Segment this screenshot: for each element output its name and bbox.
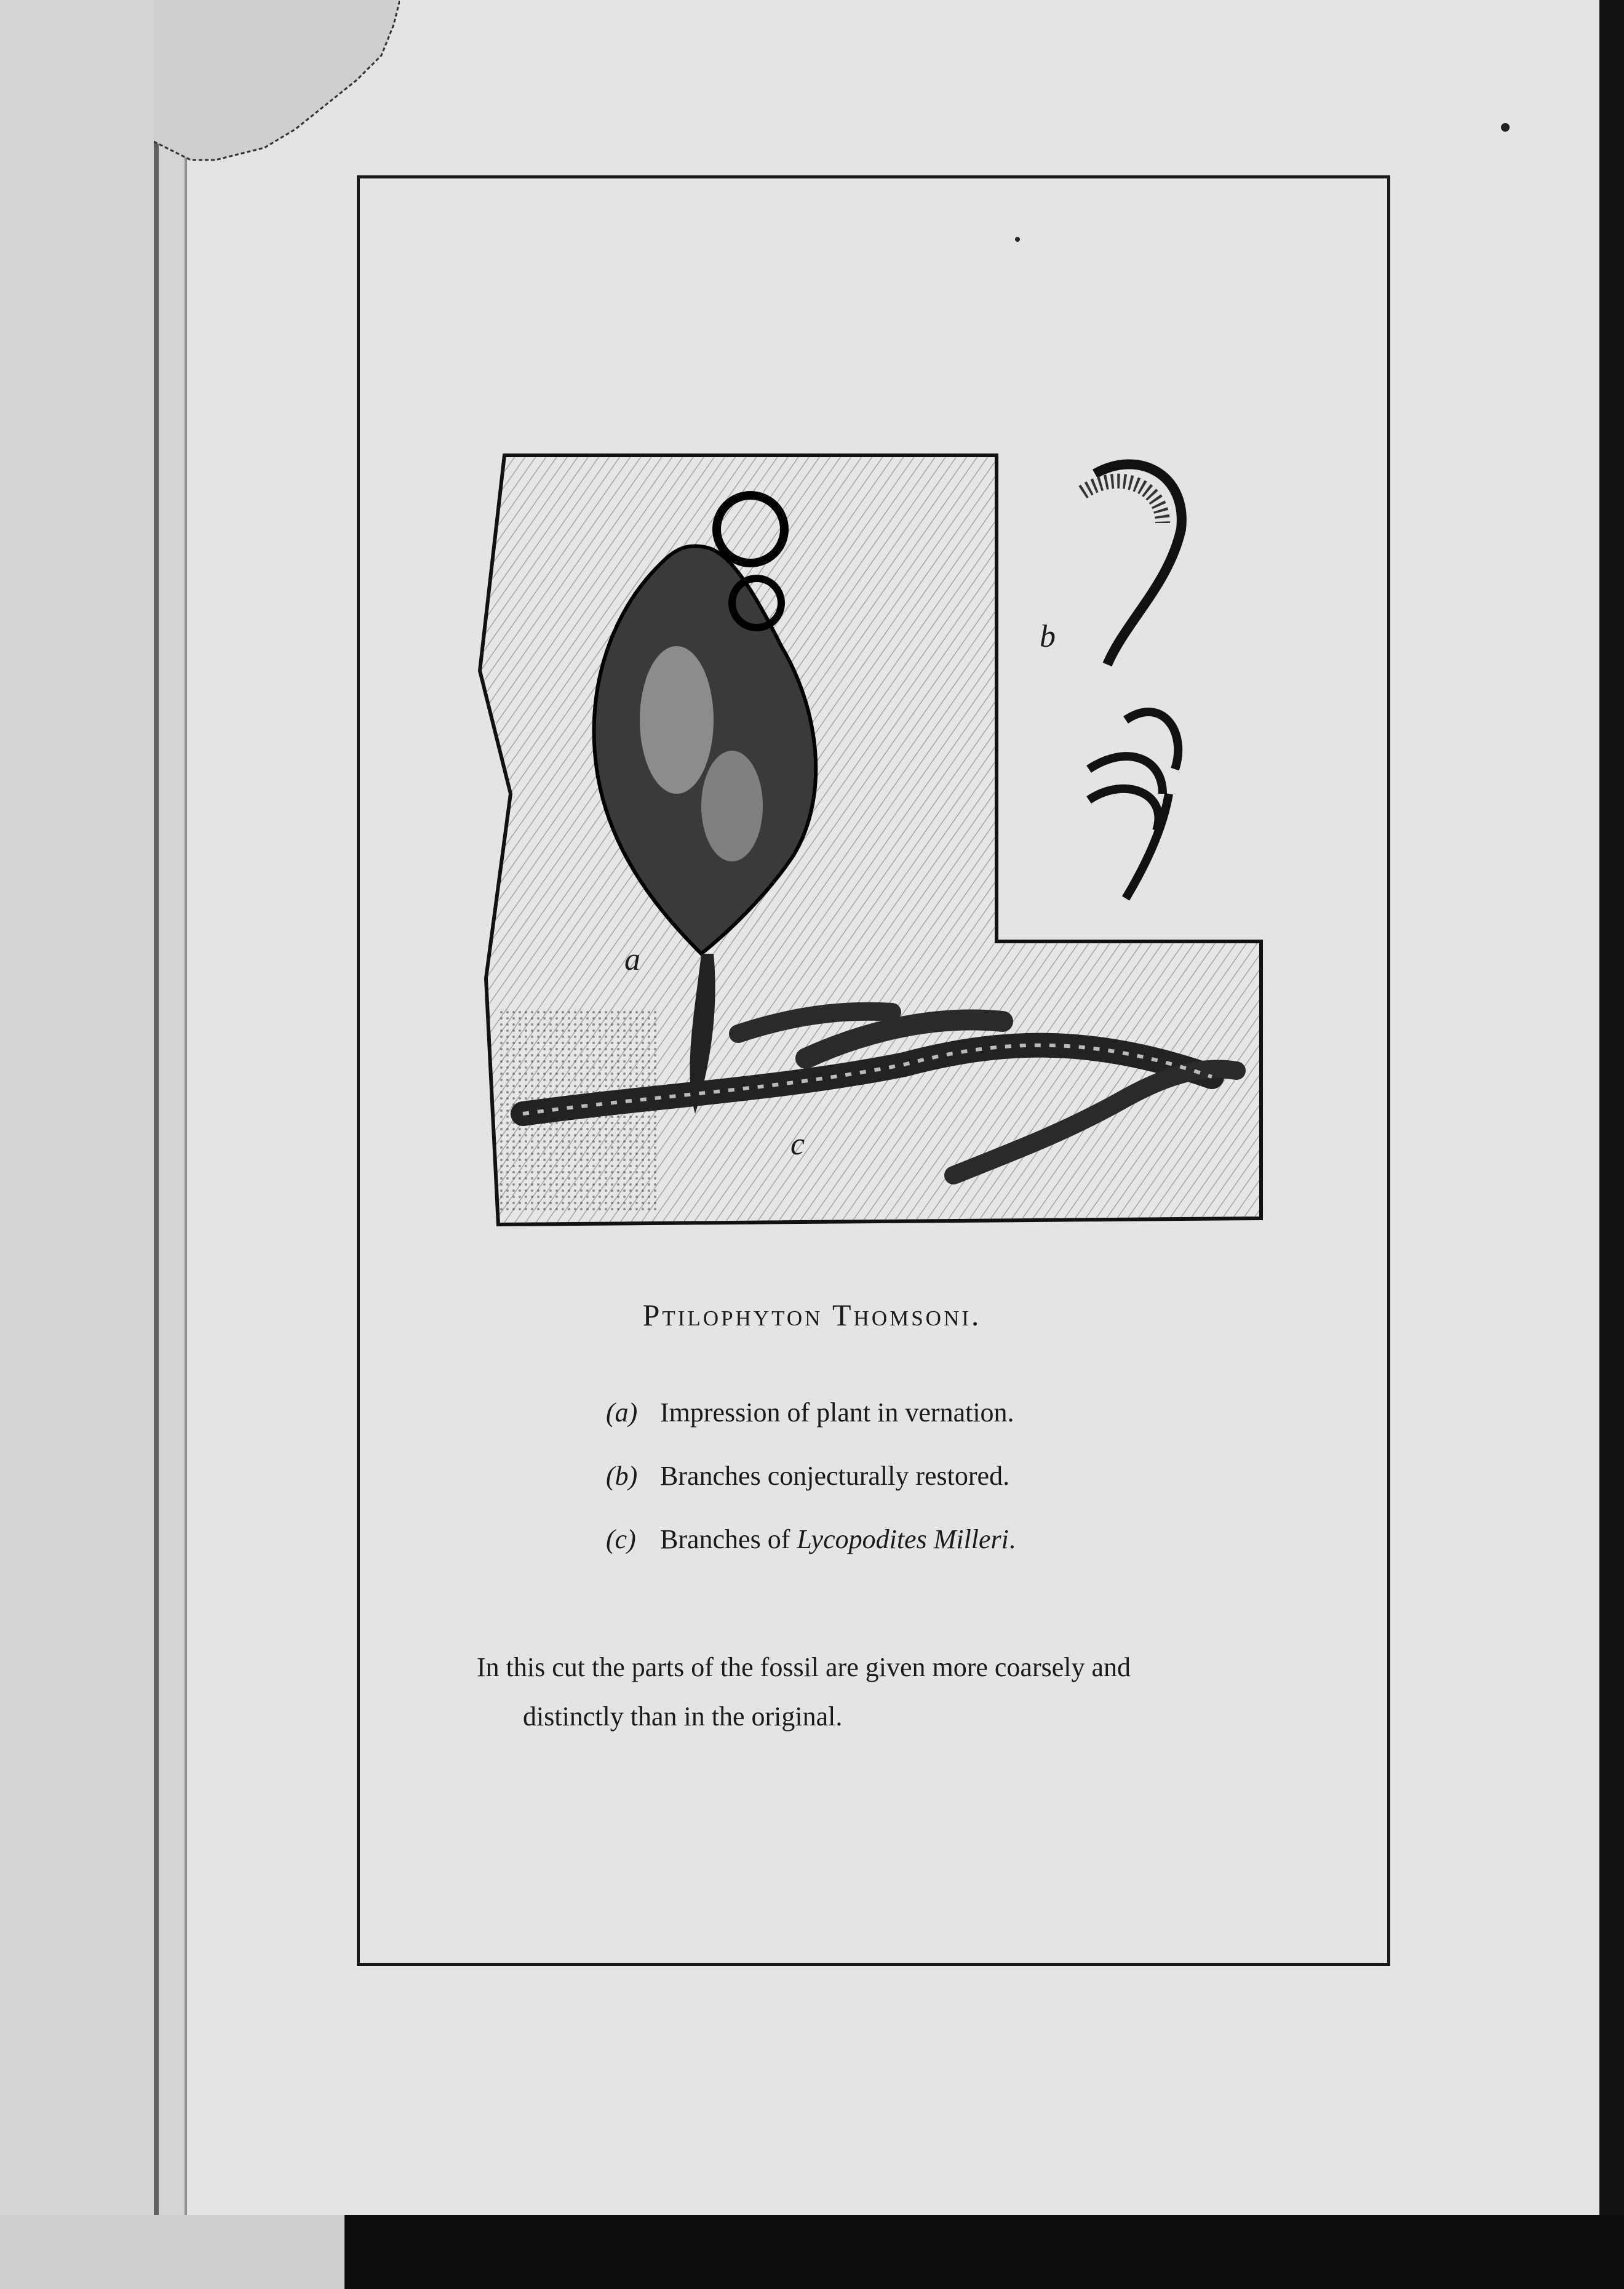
engraving-note (477, 1643, 1307, 1741)
plate-title: Ptilophyton Thomsoni. (642, 1298, 982, 1332)
caption-text (660, 1524, 1016, 1555)
caption-list (606, 1397, 1221, 1587)
caption-c (606, 1524, 1221, 1555)
caption-key: (c) (606, 1524, 636, 1554)
caption-text-before: Branches of (660, 1524, 790, 1554)
caption-key: (a) (606, 1397, 638, 1428)
caption-a (606, 1397, 1221, 1428)
caption-key: (b) (606, 1461, 638, 1491)
note-line-1: In this cut the parts of the fossil are given more coarsely and (477, 1652, 1131, 1682)
caption-species-name: Lycopodites Milleri (797, 1524, 1009, 1554)
caption-text-after: . (1008, 1524, 1016, 1554)
label-b: b (1040, 619, 1056, 654)
scan-bottom-pale (0, 2215, 344, 2289)
scan-right-edge (1599, 0, 1624, 2289)
caption-text: Impression of plant in vernation. (660, 1397, 1014, 1428)
fossil-engraving-svg (474, 425, 1273, 1237)
caption-text: Branches conjecturally restored. (660, 1461, 1010, 1491)
scan-bottom-edge (0, 2215, 1624, 2289)
specimen-b-branches (1083, 464, 1182, 898)
torn-corner-illustration (154, 0, 400, 185)
label-a: a (624, 942, 640, 977)
ink-speck (1501, 123, 1510, 132)
label-c: c (790, 1127, 805, 1162)
note-line-2: distinctly than in the original. (523, 1701, 843, 1732)
binding-fold-line (154, 0, 159, 2215)
ink-speck (1015, 237, 1020, 242)
fossil-engraving (474, 425, 1273, 1237)
caption-b (606, 1460, 1221, 1492)
page-edge-line (185, 0, 187, 2215)
